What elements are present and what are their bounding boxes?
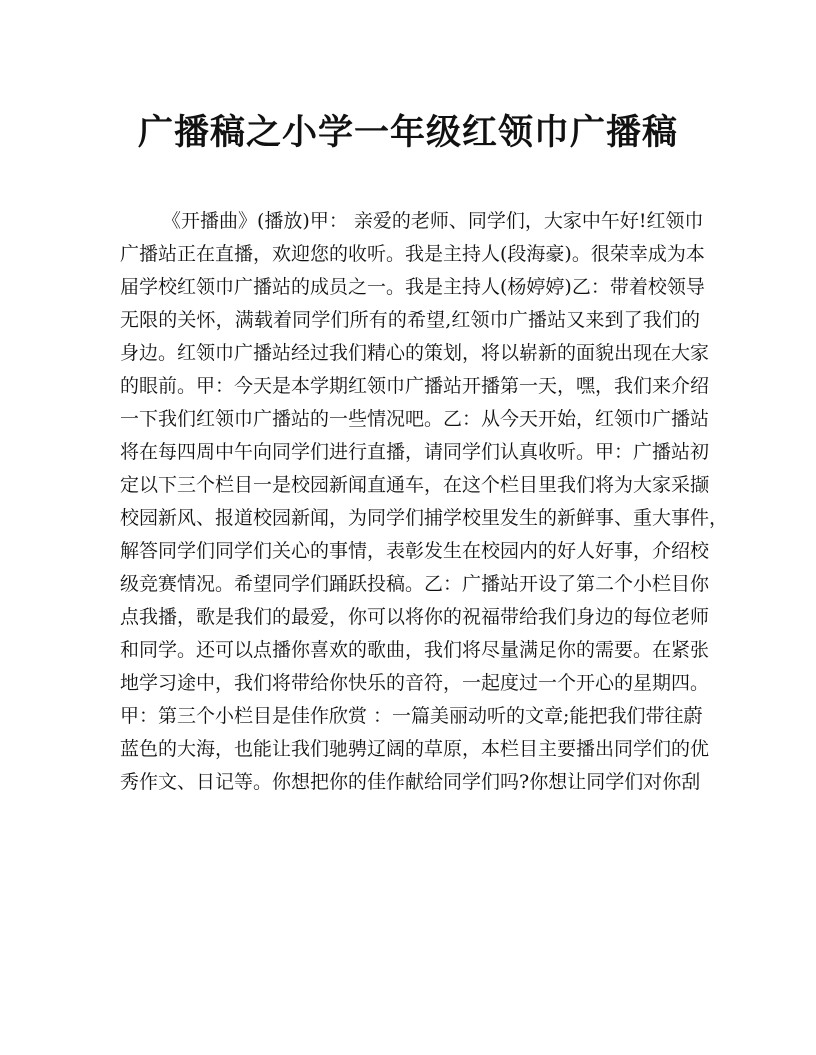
document-body [120,205,729,799]
body-line: 秀作文、日记等。你想把你的佳作献给同学们吗?你想让同学们对你刮 [120,771,701,793]
body-line: 一下我们红领巾广播站的一些情况吧。乙：从今天开始，红领巾广播站 [120,408,710,430]
body-line: 无限的关怀，满载着同学们所有的希望,红领巾广播站又来到了我们的 [120,309,700,331]
body-line: 地学习途中，我们将带给你快乐的音符，一起度过一个开心的星期四。 [120,672,710,694]
body-line: 校园新风、报道校园新闻，为同学们捕学校里发生的新鲜事、重大事件， [120,507,729,529]
body-line: 和同学。还可以点播你喜欢的歌曲，我们将尽量满足你的需要。在紧张 [120,639,710,661]
body-line: 解答同学们同学们关心的事情，表彰发生在校园内的好人好事，介绍校 [120,540,710,562]
body-line: 的眼前。甲：今天是本学期红领巾广播站开播第一天，嘿，我们来介绍 [120,375,710,397]
body-line: 蓝色的大海，也能让我们驰骋辽阔的草原，本栏目主要播出同学们的优 [120,738,710,760]
body-line: 将在每四周中午向同学们进行直播，请同学们认真收听。甲：广播站初 [120,441,710,463]
body-line: 身边。红领巾广播站经过我们精心的策划，将以崭新的面貌出现在大家 [120,342,710,364]
body-line: 定以下三个栏目一是校园新闻直通车，在这个栏目里我们将为大家采撷 [120,474,710,496]
body-line: 级竞赛情况。希望同学们踊跃投稿。乙：广播站开设了第二个小栏目你 [120,573,710,595]
body-line: 甲：第三个小栏目是佳作欣赏 ：一篇美丽动听的文章;能把我们带往蔚 [120,705,703,727]
body-line: 广播站正在直播，欢迎您的收听。我是主持人(段海豪)。很荣幸成为本 [120,243,705,265]
document-title: 广播稿之小学一年级红领巾广播稿 [137,112,678,153]
body-line: 点我播，歌是我们的最爱，你可以将你的祝福带给我们身边的每位老师 [120,606,710,628]
body-line: 《开播曲》(播放)甲： 亲爱的老师、同学们，大家中午好!红领巾 [162,210,704,232]
body-line: 届学校红领巾广播站的成员之一。我是主持人(杨婷婷)乙：带着校领导 [120,276,705,298]
